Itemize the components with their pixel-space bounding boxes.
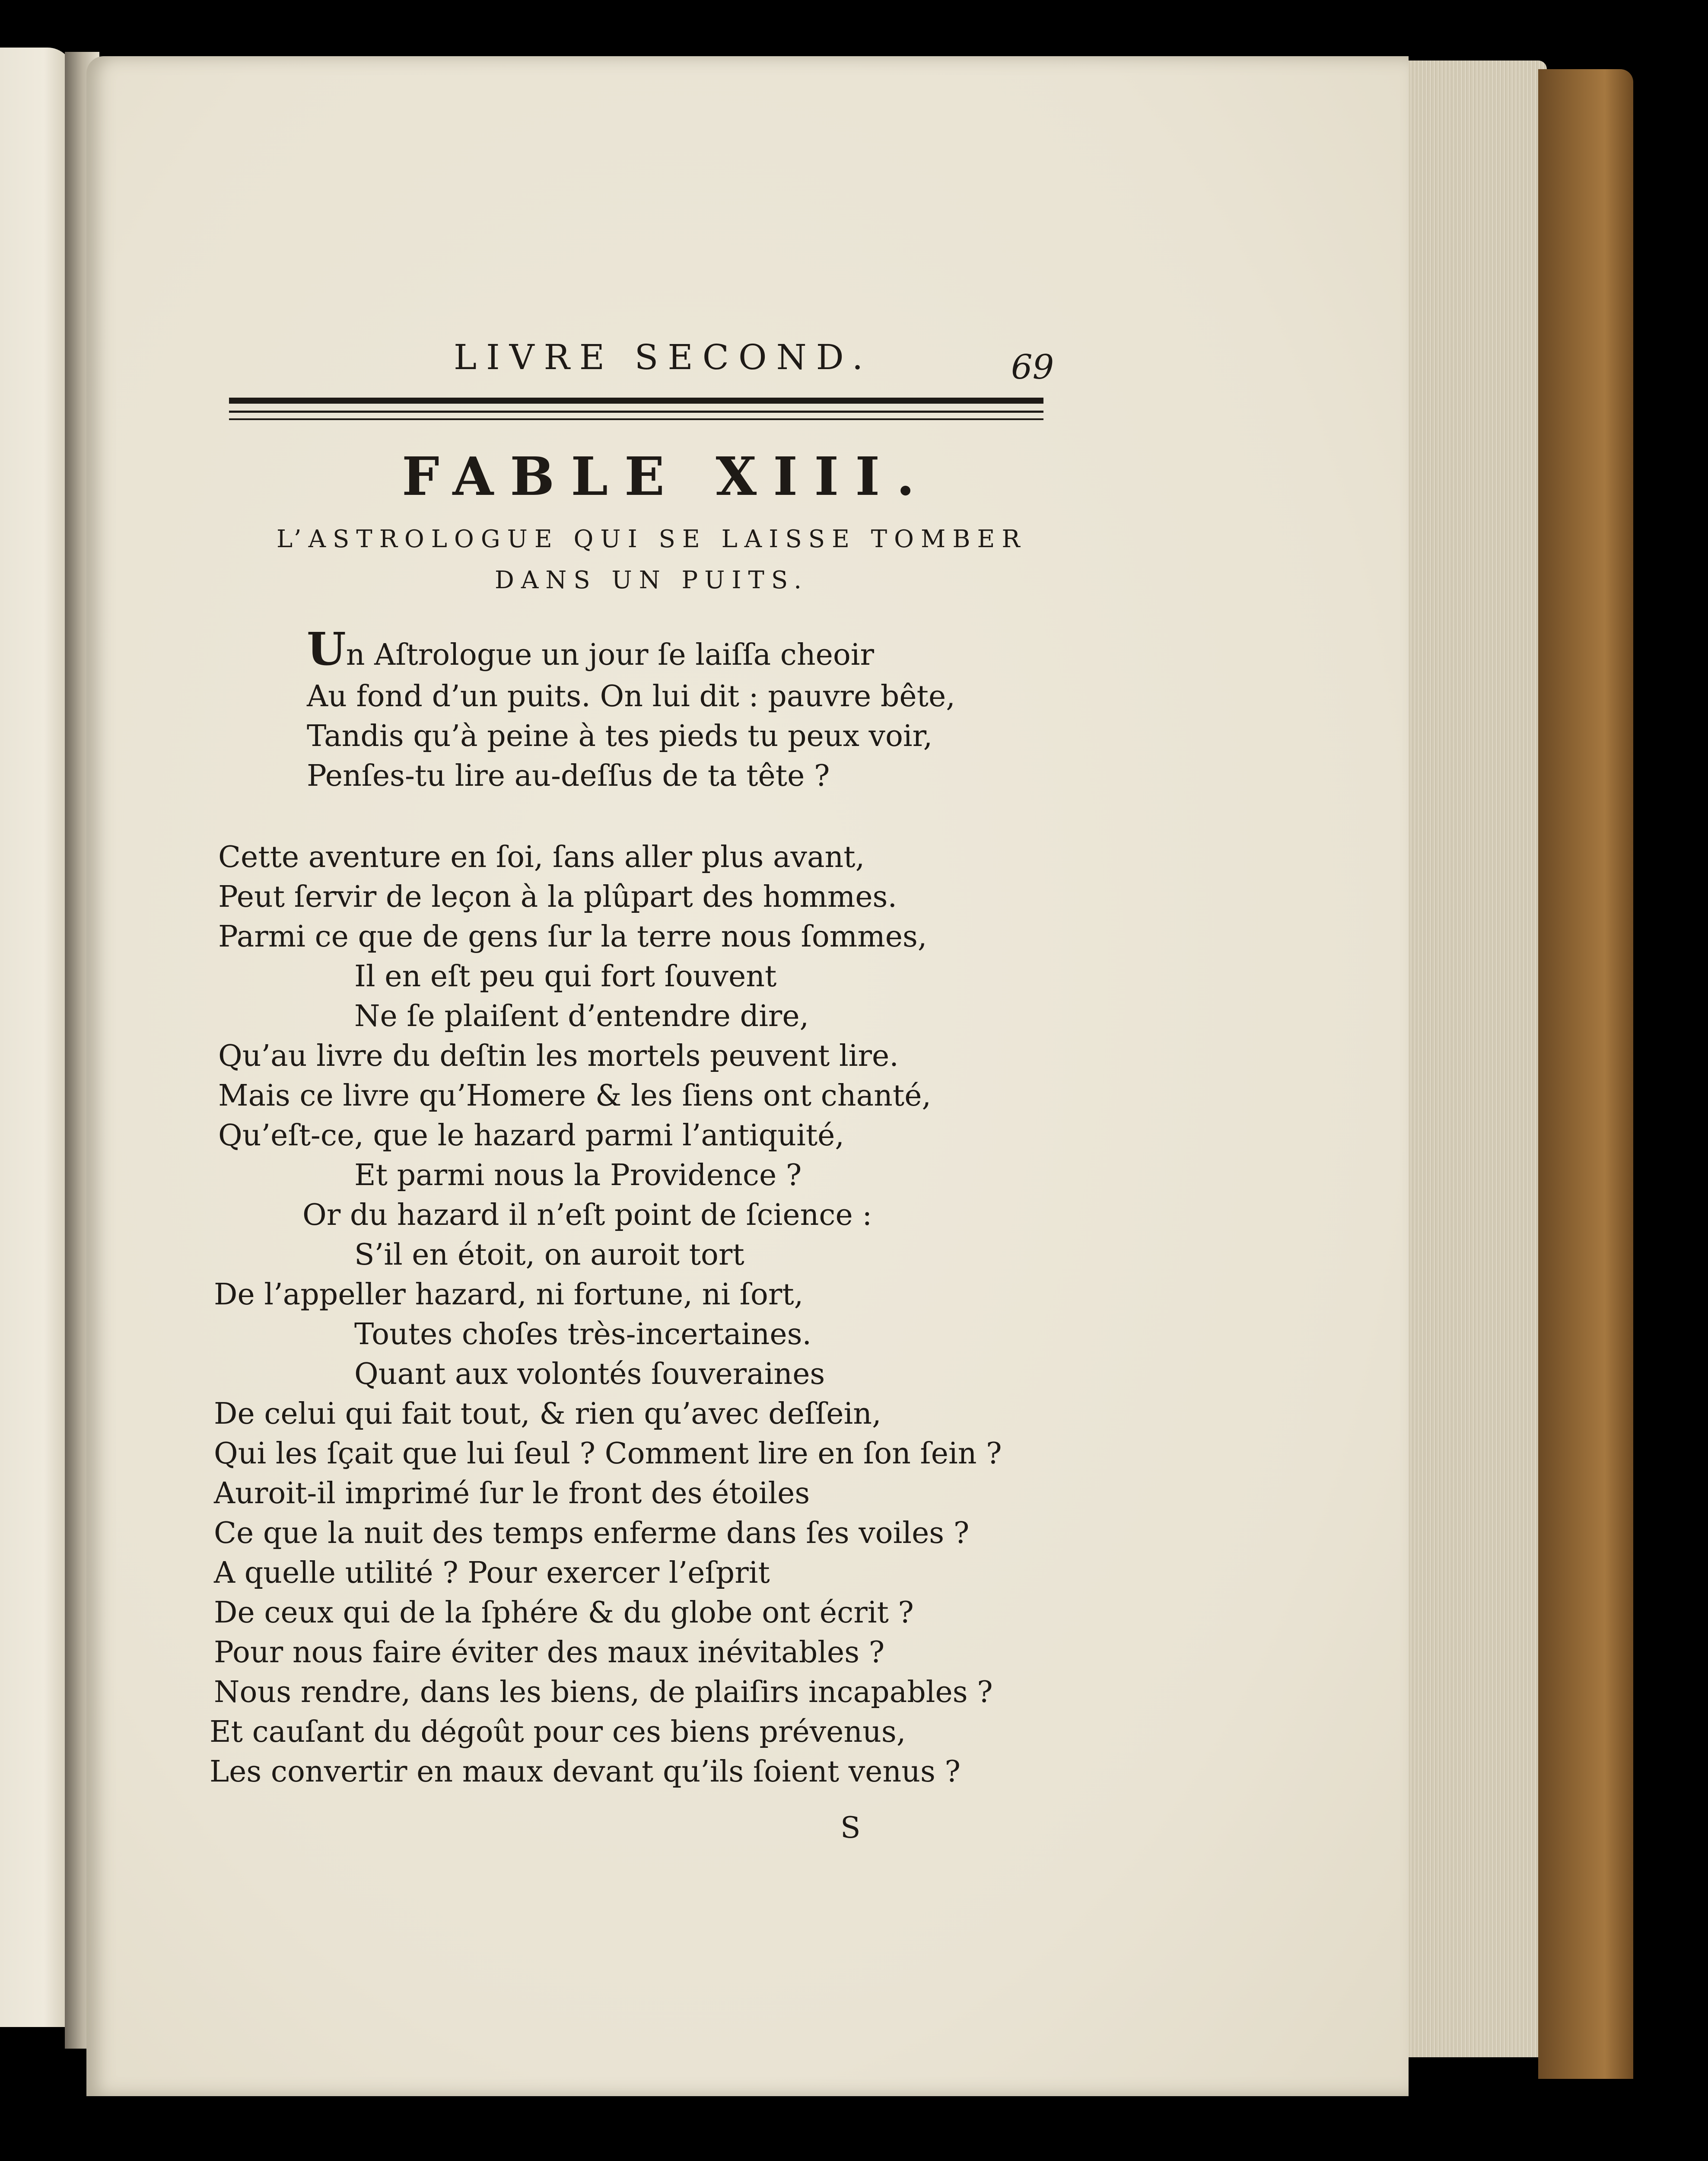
poem-line: Qu’eſt-ce, que le hazard parmi l’antiquité, — [218, 1119, 845, 1153]
left-facing-page — [0, 48, 73, 2027]
poem-line-1-text: n Aſtrologue un jour ſe laiſſa cheoir — [346, 638, 875, 672]
poem-line: Peut ſervir de leçon à la plûpart des hommes. — [218, 880, 897, 914]
poem-line: Et parmi nous la Providence ? — [354, 1158, 802, 1192]
poem-line: Quant aux volontés ſouveraines — [354, 1357, 825, 1391]
poem-line: Or du hazard il n’eſt point de ſcience : — [302, 1198, 872, 1232]
running-head: LIVRE SECOND. — [454, 337, 873, 377]
fable-subtitle-line-1: L’ASTROLOGUE QUI SE LAISSE TOMBER — [277, 525, 1027, 553]
fable-subtitle-line-2: DANS UN PUITS. — [495, 566, 809, 594]
poem-line: De celui qui fait tout, & rien qu’avec deſſein, — [214, 1397, 881, 1431]
poem-line: Pour nous faire éviter des maux inévitables ? — [214, 1635, 885, 1670]
poem-line: Parmi ce que de gens ſur la terre nous ſommes, — [218, 920, 927, 954]
poem-line-1 — [307, 622, 875, 676]
poem-line: Penſes-tu lire au-deſſus de ta tête ? — [307, 759, 830, 793]
poem-line: A quelle utilité ? Pour exercer l’eſprit — [214, 1556, 770, 1590]
poem-line: Auroit-il imprimé ſur le front des étoiles — [214, 1476, 810, 1511]
poem-line: Cette aventure en ſoi, ſans aller plus avant, — [218, 840, 865, 874]
poem-line: Et cauſant du dégoût pour ces biens prévenus, — [210, 1715, 906, 1749]
page-number: 69 — [1011, 348, 1054, 387]
signature-mark: S — [840, 1811, 861, 1845]
fable-title: FABLE XIII. — [402, 445, 931, 507]
poem-line: Mais ce livre qu’Homere & les ſiens ont chanté, — [218, 1079, 932, 1113]
poem-line: Nous rendre, dans les biens, de plaiſirs incapables ? — [214, 1675, 993, 1709]
poem-line: Tandis qu’à peine à tes pieds tu peux voir, — [307, 719, 933, 753]
poem-line: Il en eſt peu qui fort ſouvent — [354, 959, 777, 994]
poem-line: Qu’au livre du deſtin les mortels peuvent lire. — [218, 1039, 899, 1073]
header-rule-thin-2 — [229, 418, 1043, 420]
header-rule-thick — [229, 398, 1043, 404]
drop-cap: U — [307, 622, 346, 676]
poem-line: Qui les ſçait que lui ſeul ? Comment lire en ſon ſein ? — [214, 1437, 1002, 1471]
poem-line: Ce que la nuit des temps enferme dans ſes voiles ? — [214, 1516, 970, 1550]
poem-line: Ne ſe plaiſent d’entendre dire, — [354, 999, 809, 1033]
poem-line: Les convertir en maux devant qu’ils ſoient venus ? — [210, 1755, 961, 1789]
poem-line: De ceux qui de la ſphére & du globe ont écrit ? — [214, 1596, 914, 1630]
page-block-edges — [1409, 61, 1547, 2057]
poem-line: De l’appeller hazard, ni fortune, ni ſort, — [214, 1278, 804, 1312]
header-rule-thin — [229, 411, 1043, 413]
poem-line: Au fond d’un puits. On lui dit : pauvre bête, — [307, 679, 955, 714]
poem-line: Toutes choſes très-incertaines. — [354, 1317, 812, 1351]
poem-line: S’il en étoit, on auroit tort — [354, 1238, 744, 1272]
leather-cover — [1538, 69, 1633, 2079]
